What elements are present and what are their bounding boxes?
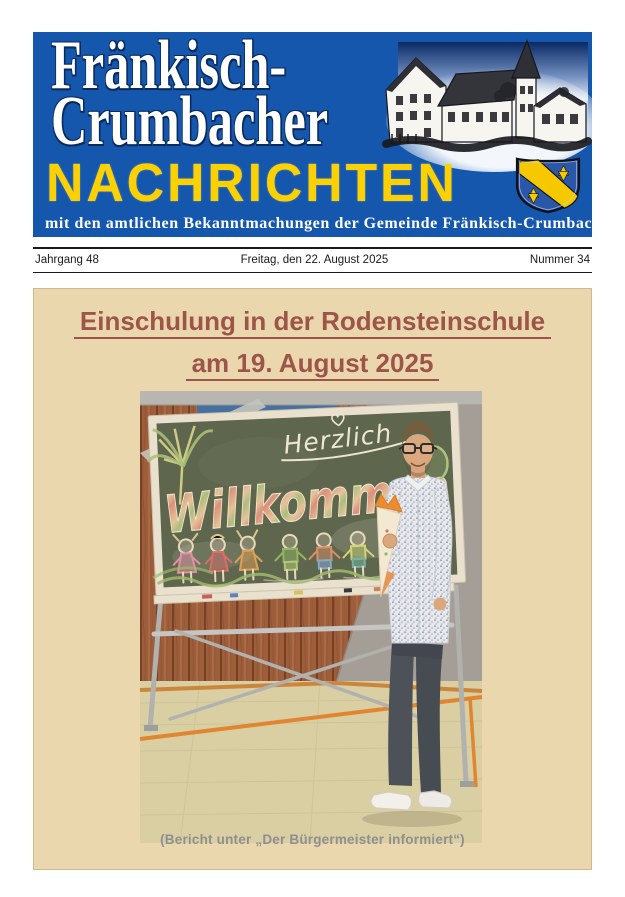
issue-bar (33, 247, 592, 273)
article-headline (34, 300, 591, 384)
village-sketch-illustration (384, 42, 588, 166)
masthead-title (51, 27, 329, 160)
enrollment-photo (140, 391, 482, 843)
issue-jahrgang: Jahrgang 48 (35, 254, 99, 266)
photo-caption: (Bericht unter „Der Bürgermeister informiert“) (160, 831, 465, 847)
headline-line2: am 19. August 2025 (186, 348, 440, 381)
masthead-title-line3: NACHRICHTEN (46, 153, 458, 213)
issue-date: Freitag, den 22. August 2025 (240, 254, 389, 266)
issue-nummer: Nummer 34 (529, 254, 590, 266)
masthead (33, 27, 602, 237)
headline-line1: Einschulung in der Rodensteinschule (74, 306, 551, 339)
masthead-title-line1: Fränkisch- (51, 27, 287, 104)
coat-of-arms-icon (512, 156, 584, 214)
masthead-subtitle: mit den amtlichen Bekanntmachungen der Gemeinde Fränkisch-Crumbach (45, 215, 602, 232)
masthead-title-line2: Crumbacher (51, 83, 329, 160)
article-panel (33, 288, 592, 870)
